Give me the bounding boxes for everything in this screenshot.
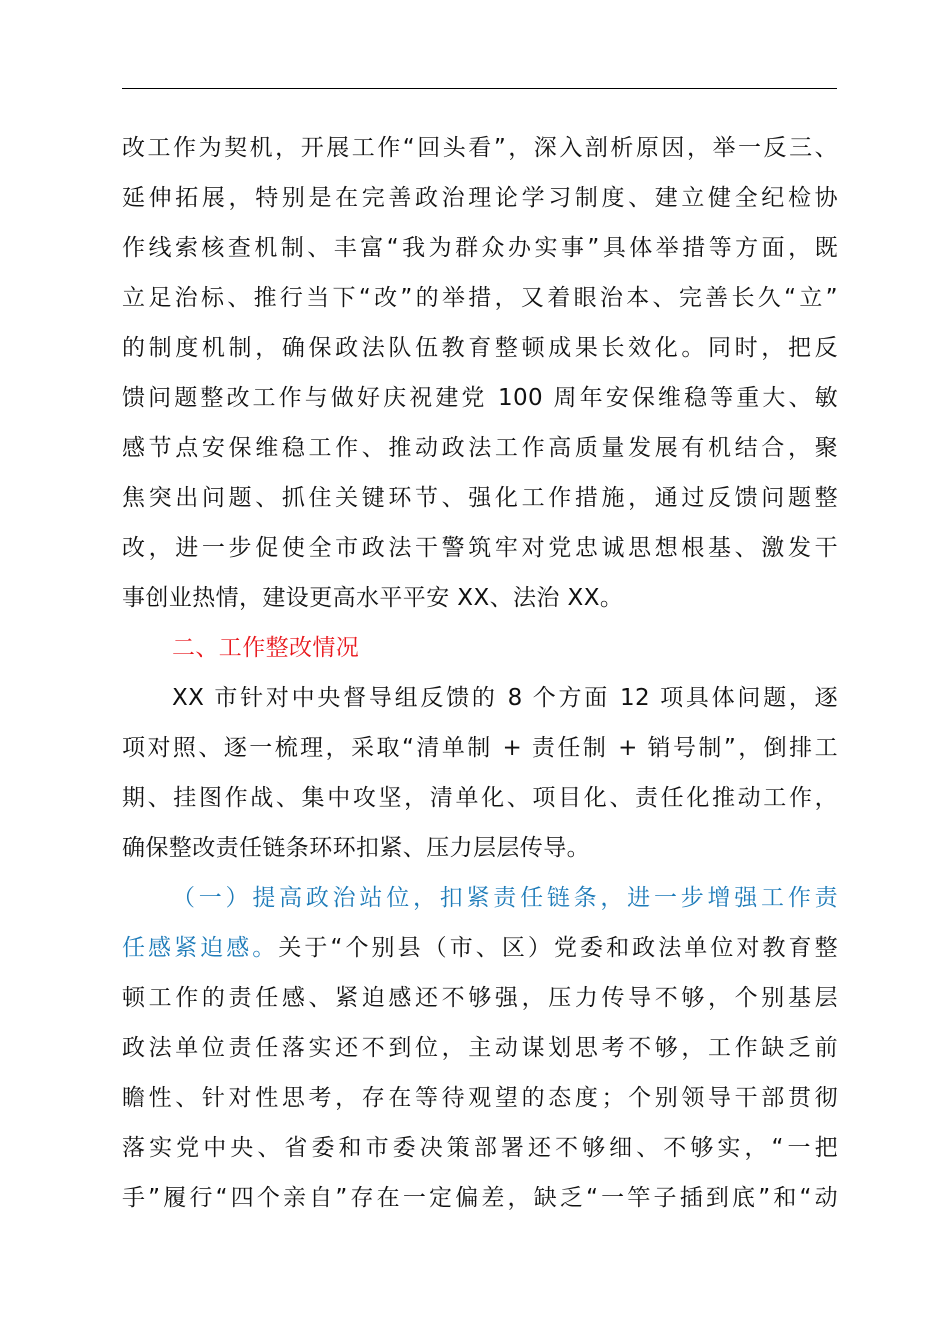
- paragraph-line: XX 市针对中央督导组反馈的 8 个方面 12 项具体问题，逐: [172, 685, 838, 711]
- paragraph-line: 政法单位责任落实还不到位，主动谋划思考不够，工作缺乏前: [122, 1035, 838, 1061]
- subsection-heading: （一）提高政治站位，扣紧责任链条，进一步增强工作责: [172, 885, 838, 911]
- paragraph-line: 立足治标、推行当下“改”的举措，又着眼治本、完善长久“立”: [122, 285, 838, 311]
- paragraph-line: 确保整改责任链条环环扣紧、压力层层传导。: [122, 835, 590, 861]
- paragraph-line: 项对照、逐一梳理，采取“清单制 + 责任制 + 销号制”，倒排工: [122, 735, 838, 761]
- paragraph-text: 关于“个别县（市、区）党委和政法单位对教育整: [278, 935, 838, 961]
- subsection-heading-tail: 任感紧迫感。: [122, 935, 279, 961]
- header-rule: [122, 88, 837, 89]
- paragraph-line: 延伸拓展，特别是在完善政治理论学习制度、建立健全纪检协: [122, 185, 838, 211]
- paragraph-line: 期、挂图作战、集中攻坚，清单化、项目化、责任化推动工作，: [122, 785, 838, 811]
- paragraph-line: 手”履行“四个亲自”存在一定偏差，缺乏“一竿子插到底”和“动: [122, 1185, 838, 1211]
- paragraph-line: 事创业热情，建设更高水平平安 XX、法治 XX。: [122, 585, 624, 611]
- paragraph-line: 顿工作的责任感、紧迫感还不够强，压力传导不够，个别基层: [122, 985, 838, 1011]
- section-heading: 二、工作整改情况: [172, 635, 360, 661]
- paragraph-line: 改，进一步促使全市政法干警筑牢对党忠诚思想根基、激发干: [122, 535, 838, 561]
- paragraph-line: 的制度机制，确保政法队伍教育整顿成果长效化。同时，把反: [122, 335, 838, 361]
- paragraph-line: 改工作为契机，开展工作“回头看”，深入剖析原因，举一反三、: [122, 135, 838, 161]
- paragraph-line: 馈问题整改工作与做好庆祝建党 100 周年安保维稳等重大、敏: [122, 385, 838, 411]
- paragraph-line: 焦突出问题、抓住关键环节、强化工作措施，通过反馈问题整: [122, 485, 838, 511]
- paragraph-line: 落实党中央、省委和市委决策部署还不够细、不够实，“一把: [122, 1135, 838, 1161]
- paragraph-line: 作线索核查机制、丰富“我为群众办实事”具体举措等方面，既: [122, 235, 838, 261]
- paragraph-line: 瞻性、针对性思考，存在等待观望的态度；个别领导干部贯彻: [122, 1085, 838, 1111]
- paragraph-line: [122, 928, 838, 968]
- paragraph-line: 感节点安保维稳工作、推动政法工作高质量发展有机结合，聚: [122, 435, 838, 461]
